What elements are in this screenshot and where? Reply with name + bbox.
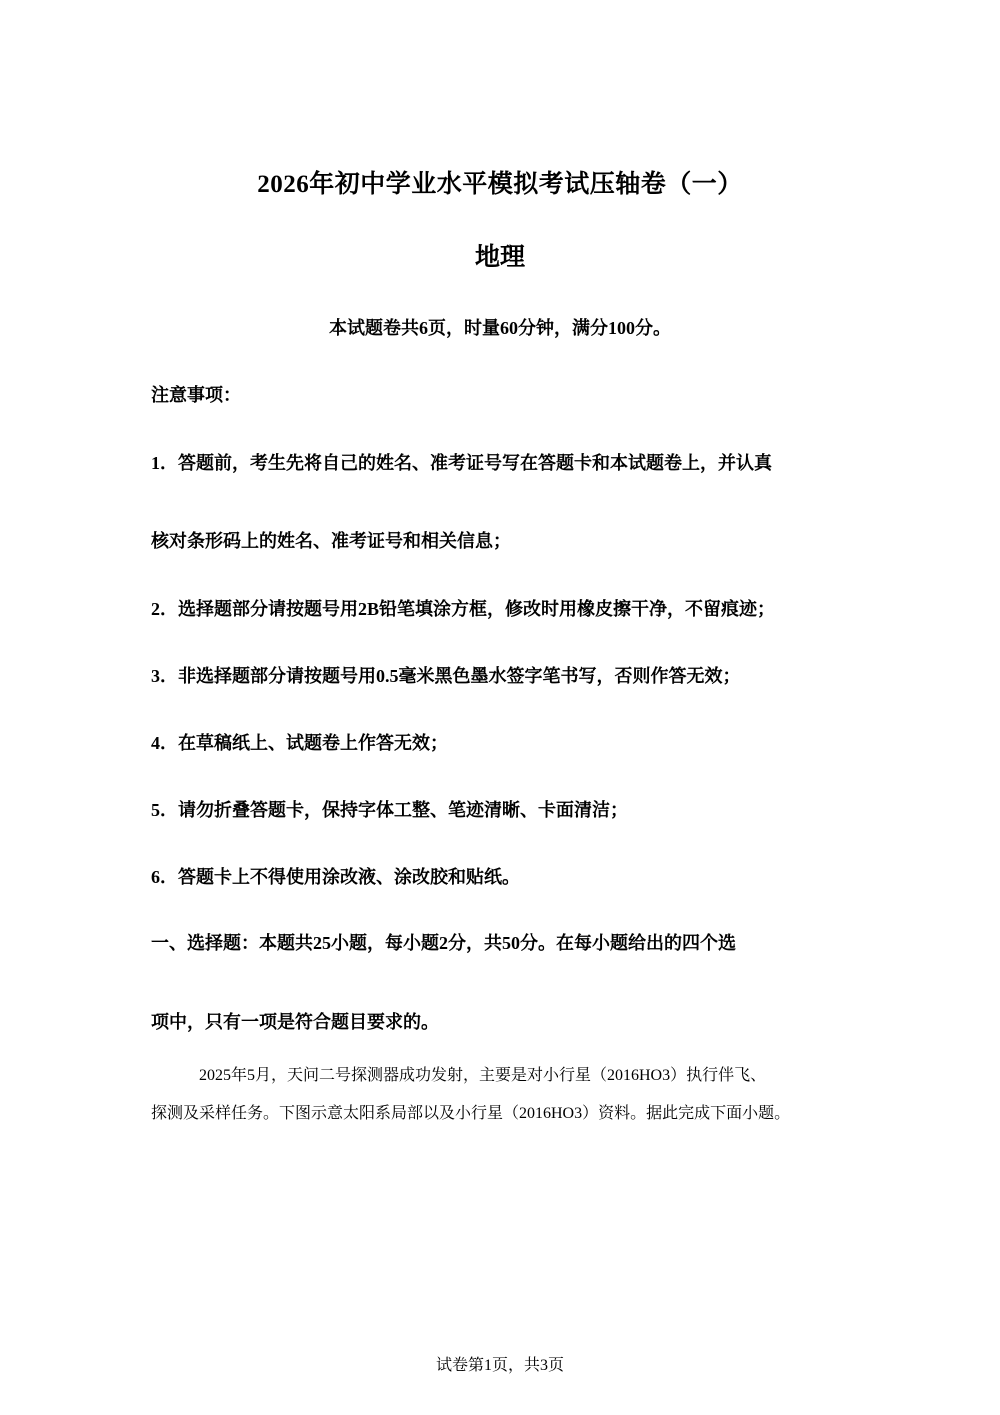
section-1-heading-line-2: 项中，只有一项是符合题目要求的。	[151, 1012, 439, 1032]
note-4: 4．在草稿纸上、试题卷上作答无效；	[151, 733, 448, 753]
section-1-heading-line-1: 一、选择题：本题共25小题，每小题2分，共50分。在每小题给出的四个选	[151, 933, 736, 953]
note-1-line-2: 核对条形码上的姓名、准考证号和相关信息；	[151, 531, 511, 551]
notes-heading: 注意事项：	[151, 385, 241, 405]
note-6: 6．答题卡上不得使用涂改液、涂改胶和贴纸。	[151, 867, 520, 887]
exam-title: 2026年初中学业水平模拟考试压轴卷（一）	[257, 171, 743, 198]
exam-info: 本试题卷共6页，时量60分钟，满分100分。	[329, 318, 671, 338]
passage-line-2: 探测及采样任务。下图示意太阳系局部以及小行星（2016HO3）资料。据此完成下面小题。	[151, 1105, 791, 1122]
note-2: 2．选择题部分请按题号用2B铅笔填涂方框，修改时用橡皮擦干净，不留痕迹；	[151, 599, 776, 619]
passage-line-1: 2025年5月，天问二号探测器成功发射，主要是对小行星（2016HO3）执行伴飞、	[199, 1067, 767, 1084]
note-3: 3．非选择题部分请按题号用0.5毫米黑色墨水签字笔书写，否则作答无效；	[151, 666, 741, 686]
note-5: 5．请勿折叠答题卡，保持字体工整、笔迹清晰、卡面清洁；	[151, 800, 628, 820]
note-1-line-1: 1．答题前，考生先将自己的姓名、准考证号写在答题卡和本试题卷上，并认真	[151, 453, 772, 473]
page-footer: 试卷第1页，共3页	[435, 1357, 564, 1374]
subject-title: 地理	[474, 244, 525, 271]
